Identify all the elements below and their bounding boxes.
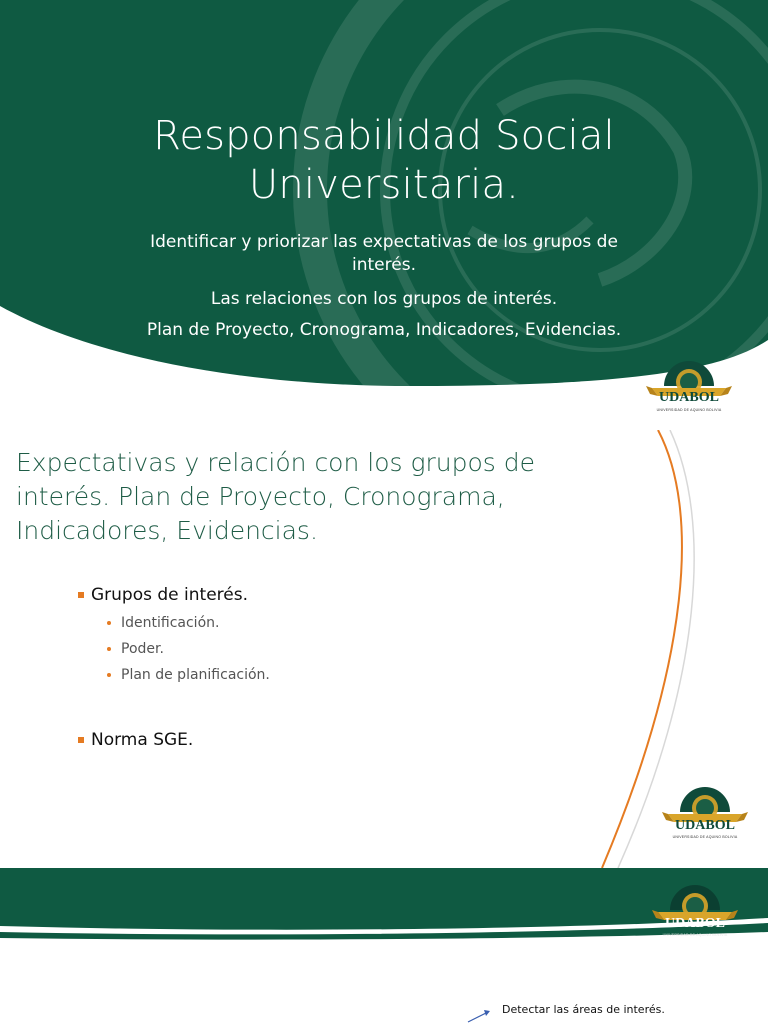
- udabol-logo: [644, 352, 734, 418]
- dot-bullet-icon: [107, 621, 111, 625]
- logo-name: UDABOL: [659, 390, 719, 405]
- dot-bullet-icon: [107, 673, 111, 677]
- title-line: Responsabilidad Social: [153, 113, 615, 159]
- slide2-title: [16, 446, 576, 548]
- logo-name: UDABOL: [665, 916, 725, 931]
- title-line: Expectativas y relación con los grupos de: [16, 448, 535, 477]
- title-line: Universitaria.: [248, 162, 520, 208]
- sub-bullet-text: Identificación.: [121, 615, 220, 631]
- title-line: Indicadores, Evidencias.: [16, 516, 318, 545]
- sub-bullet-text: Plan de planificación.: [121, 667, 270, 683]
- logo-caption: UNIVERSIDAD DE AQUINO BOLIVIA: [662, 933, 728, 937]
- logo-caption: UNIVERSIDAD DE AQUINO BOLIVIA: [672, 835, 738, 839]
- logo-name: UDABOL: [675, 818, 735, 833]
- sub-bullet: [107, 641, 164, 657]
- subtitle-2: Las relaciones con los grupos de interés.: [210, 289, 558, 309]
- subtitle-1: [120, 231, 648, 277]
- bullet-grupos: [78, 585, 248, 605]
- bullet-text: Norma SGE.: [91, 730, 194, 750]
- slide1-title: [0, 112, 768, 210]
- dot-bullet-icon: [107, 647, 111, 651]
- square-bullet-icon: [78, 737, 84, 743]
- title-slide: [0, 0, 768, 420]
- subtitle-line: interés.: [352, 255, 416, 275]
- sub-bullet: [107, 667, 270, 683]
- third-slide: [0, 868, 768, 1024]
- udabol-logo: [650, 876, 740, 942]
- title-line: interés. Plan de Proyecto, Cronograma,: [16, 482, 505, 511]
- sub-bullet: [107, 615, 219, 631]
- slide3-text: Detectar las áreas de interés.: [502, 1003, 665, 1016]
- subtitle-line: Identificar y priorizar las expectativas de los grupos de: [150, 232, 618, 252]
- udabol-logo: [660, 778, 750, 844]
- logo-caption: UNIVERSIDAD DE AQUINO BOLIVIA: [656, 408, 722, 412]
- subtitle-3: Plan de Proyecto, Cronograma, Indicadores, Evidencias.: [146, 320, 622, 340]
- content-slide: [0, 430, 768, 868]
- sub-bullet-text: Poder.: [121, 641, 164, 657]
- bullet-norma: [78, 730, 193, 750]
- bullet-text: Grupos de interés.: [91, 585, 249, 605]
- square-bullet-icon: [78, 592, 84, 598]
